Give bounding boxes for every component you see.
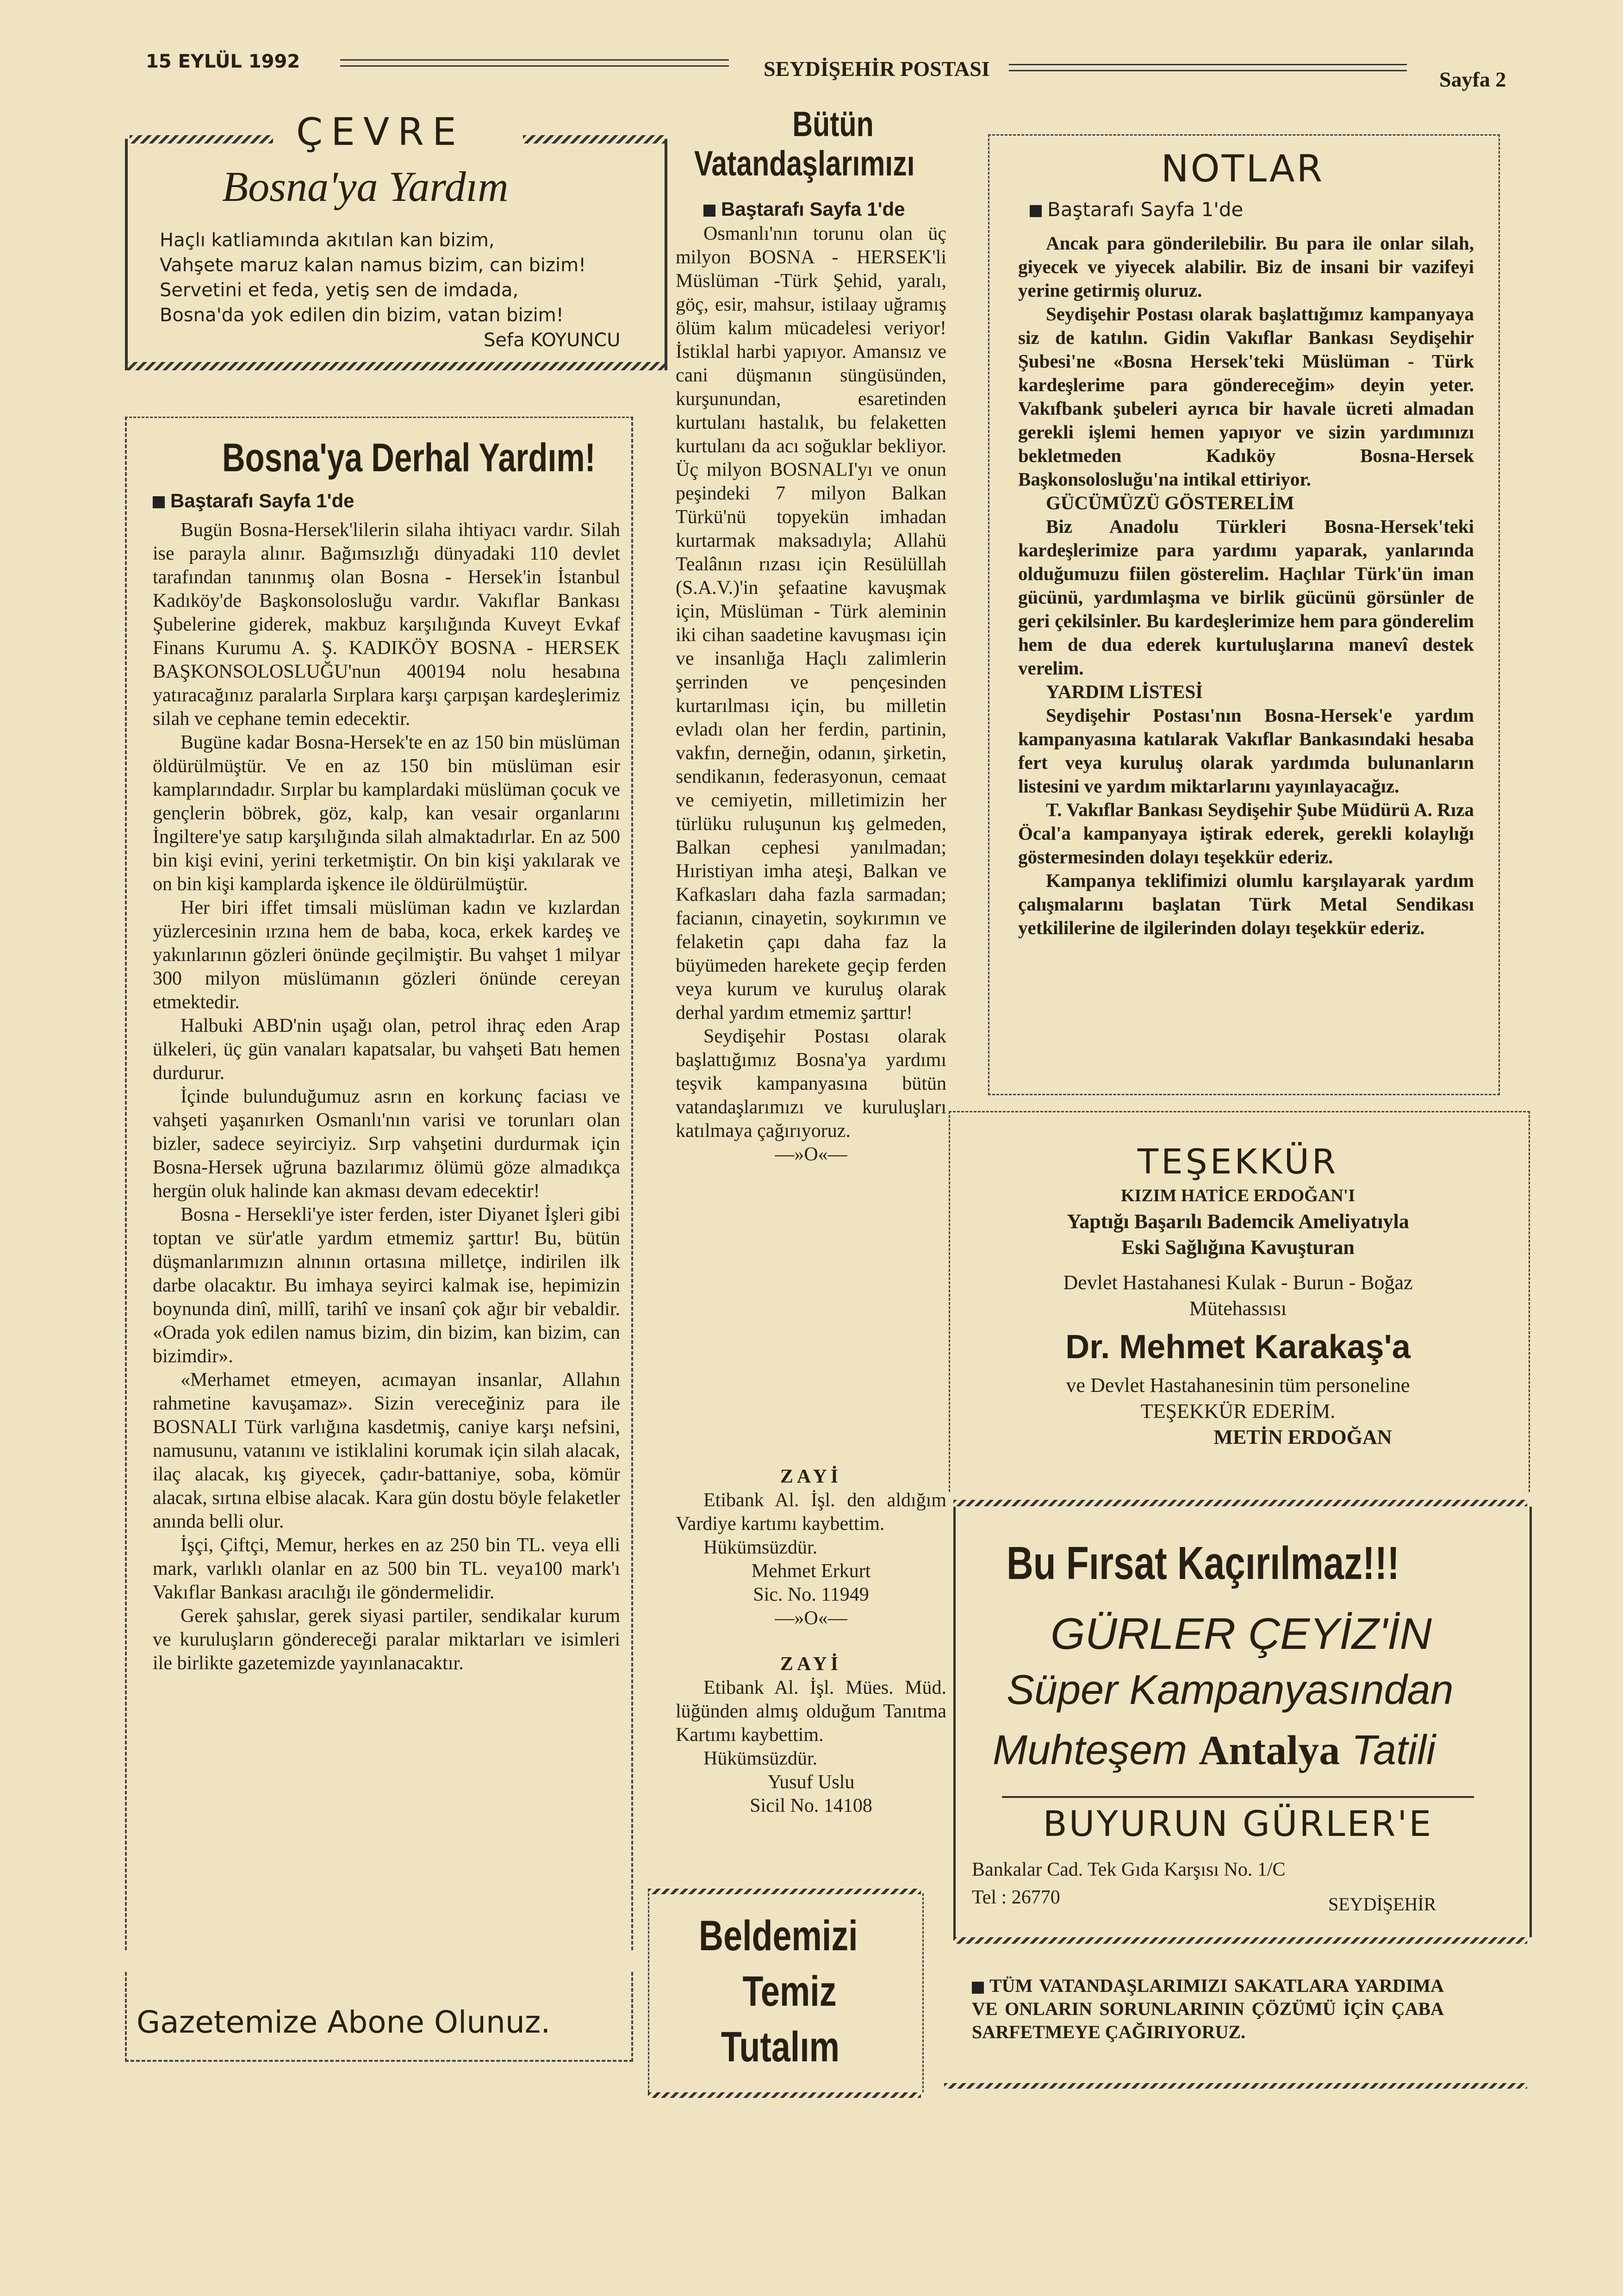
tesekkur-line: Devlet Hastahanesi Kulak - Burun - Boğaz [1063, 1271, 1413, 1294]
ad-line2-b: Antalya [1199, 1728, 1340, 1773]
tesekkur-line: KIZIM HATİCE ERDOĞAN'I [1120, 1186, 1356, 1205]
derhal-paragraph: Halbuki ABD'nin uşağı olan, petrol ihraç eden Arap ülkeleri, üç gün vanaları kapatsalar, bu vahşeti Batı hemen durdurur. [153, 1015, 620, 1084]
ad-bottom-border [953, 1937, 1527, 1944]
zayi2-sicil: Sicil No. 14108 [750, 1795, 872, 1816]
ad-line1: Süper Kampanyasından [1007, 1667, 1454, 1713]
abone-text: Gazetemize Abone Olunuz. [137, 2004, 551, 2040]
zayi1-status: Hükümsüzdür. [703, 1537, 818, 1558]
tesekkur-line: Mütehassısı [1189, 1297, 1287, 1320]
ad-cta: BUYURUN GÜRLER'E [1043, 1803, 1433, 1844]
notlar-kicker-text: Baştarafı Sayfa 1'de [1047, 198, 1244, 221]
notlar-paragraph: Seydişehir Postası'nın Bosna-Hersek'e yardım kampanyasına katılarak Vakıflar Bankasındaki hesaba fert veya kuruluş olarak yardımda bulunanların listesini ve yardım miktarlarını yayınlayacağız. [1018, 705, 1474, 797]
ad-line2-a: Muhteşem [993, 1727, 1188, 1773]
derhal-paragraph: Her biri iffet timsali müslüman kadın ve kızlardan yüzlercesinin ırzına hem de baba, koca, erkek kardeş ve yakınlarının gözleri önünde geçilmiştir. Bu vahşet 1 milyar 300 milyon müslümanın gözleri önünde cereyan etmektedir. [153, 897, 620, 1013]
bullet-icon [703, 205, 715, 217]
butun-title-1: Bütün [792, 105, 874, 144]
notlar-subheading: GÜCÜMÜZÜ GÖSTERELİM [1046, 492, 1294, 513]
ad-top-border [953, 1500, 1527, 1506]
notlar-paragraph: Seydişehir Postası olarak başlattığımız kampanyaya siz de katılın. Gidin Vakıflar Bankası Seydişehir Şubesi'ne «Bosna Hersek'teki Müslüman - Türk kardeşlerime para göndereceğim» deyin yeter. Vakıfbank şubeleri ayrıca bir havale ücreti almadan gerekli işlemi hemen yapıyor ve sizin yardımınızı bekletmeden Kadıköy Bosna-Hersek Başkonsolosluğu'na intikal ettiriyor. [1018, 303, 1474, 490]
notlar-paragraph: Ancak para gönderilebilir. Bu para ile onlar silah, giyecek ve yiyecek alabilir. Biz de insani bir vazifeyi yerine getirmiş oluruz. [1018, 232, 1474, 301]
notlar-title: NOTLAR [1161, 147, 1325, 190]
zayi2-title: ZAYİ [780, 1653, 842, 1675]
tesekkur-line: TEŞEKKÜR EDERİM. [1140, 1400, 1336, 1423]
bullet-icon [153, 496, 165, 508]
zayi1-title: ZAYİ [780, 1466, 842, 1487]
header-newspaper: SEYDİŞEHİR POSTASI [764, 57, 990, 81]
bullet-icon [972, 1982, 984, 1994]
tesekkur-line: ve Devlet Hastahanesinin tüm personeline [1066, 1374, 1410, 1397]
header-page: Sayfa 2 [1439, 68, 1506, 91]
cevre-author: Sefa KOYUNCU [484, 330, 621, 351]
header-rule-right [1009, 64, 1407, 71]
tesekkur-signer: METİN ERDOĞAN [1213, 1426, 1392, 1448]
header-date: 15 EYLÜL 1992 [146, 51, 300, 72]
tesekkur-content [972, 1141, 1504, 1450]
zayi1-separator: —»O«— [775, 1608, 847, 1629]
ad-city: SEYDİŞEHİR [1328, 1894, 1436, 1915]
butun-title-2: Vatandaşlarımızı [694, 144, 915, 183]
derhal-paragraph: Bosna - Hersekli'ye ister ferden, ister Diyanet İşleri gibi toptan ve sür'atle yardım etmemiz şarttır! Bu, bütün düşmanlarımızın alnının ortasına milletçe, indirilen ilk darbe olacaktır. Bu imhaya seyirci kalmak ise, hepimizin boynunda dinî, millî, tarihî ve insanî çok ağır bir vebaldir. «Orada yok edilen namus bizim, din bizim, kan bizim, can bizimdir». [153, 1204, 620, 1367]
derhal-paragraph: «Merhamet etmeyen, acımayan insanlar, Allahın rahmetine kavuşamaz». Sizin vereceğiniz para ile BOSNALI Türk varlığına kasdetmiş, caniye karşı nefsini, namusunu, vatanını ve istiklalini korumak için silah alacak, ilaç alacak, kış giyecek, çadır-battaniye, soba, kömür alacak, sırtına elbise alacak. Kara gün dostu böyle felaketler anında belli olur. [153, 1369, 620, 1532]
belde-line3: Tutalım [721, 2023, 840, 2071]
cagri [972, 1974, 1444, 2044]
butun-paragraph: Seydişehir Postası olarak başlattığımız Bosna'ya yardımı teşvik kampanyasına bütün vatandaşlarımızı ve kuruluşları katılmaya çağırıyoruz. [676, 1026, 946, 1142]
cagri-bottom-border [944, 2083, 1527, 2089]
cagri-text: TÜM VATANDAŞLARIMIZI SAKATLARA YARDIMA VE ONLARIN SORUNLARININ ÇÖZÜMÜ İÇİN ÇABA SARFETMEYE ÇAĞIRIYORUZ. [972, 1975, 1444, 2042]
ad-line2-c: Tatili [1351, 1727, 1436, 1773]
derhal-paragraph: Bugüne kadar Bosna-Hersek'te en az 150 bin müslüman öldürülmüştür. Ve en az 150 bin müslüman esir kamplarındadır. Sırplar bu kamplardaki müslüman çocuk ve gençlerin böbrek, göz, kalp, kan vesair organlarını İngiltere'ye satıp karşılığında silah almaktadırlar. En az 500 bin kişi evini, yerini terketmiştir. On bin kişi yakılarak ve on bin kişi kamplarda işkence ile öldürülmüştür. [153, 732, 620, 895]
derhal-title: Bosna'ya Derhal Yardım! [222, 436, 596, 480]
cevre-top-border-right [523, 135, 666, 144]
notlar-paragraph: Kampanya teklifimizi olumlu karşılayarak yardım çalışmalarını başlatan Türk Metal Sendikası yetkililerine de ilgilerinden dolayı teşekkür ederiz. [1018, 870, 1474, 938]
notlar-subheading: YARDIM LİSTESİ [1046, 681, 1203, 702]
zayi1-text: Etibank Al. İşl. den aldığım Vardiye kartımı kaybettim. [676, 1490, 946, 1535]
butun-kicker [703, 198, 905, 220]
tesekkur-line: Yaptığı Başarılı Bademcik Ameliyatıyla [1067, 1210, 1409, 1233]
butun-separator: —»O«— [775, 1144, 847, 1165]
derhal-paragraph: Gerek şahıslar, gerek siyasi partiler, sendikalar kurum ve kuruluşların göndereceği paralar miktarları ve isimleri ile birlikte gazetemizde yayınlanacaktır. [153, 1605, 620, 1674]
zayi2-text: Etibank Al. İşl. Mües. Müd. lüğünden almış olduğum Tanıtma Kartımı kaybettim. [676, 1677, 946, 1746]
derhal-paragraph: İşçi, Çiftçi, Memur, herkes en az 250 bin TL. veya elli mark, varlıklı olanlar en az 500 bin TL. veya100 mark'ı Vakıflar Bankası aracılığı ile göndermelidir. [153, 1535, 620, 1603]
belde-line2: Temiz [742, 1968, 837, 2015]
header-rule-left [340, 59, 729, 67]
ad-address: Bankalar Cad. Tek Gıda Karşısı No. 1/C [972, 1859, 1286, 1880]
butun-body [676, 222, 946, 1167]
belde-line1: Beldemizi [699, 1912, 858, 1959]
zayi1-box [676, 1465, 946, 1630]
cevre-line: Vahşete maruz kalan namus bizim, can bizim! [160, 255, 586, 276]
cevre-title: Bosna'ya Yardım [222, 163, 509, 210]
tesekkur-line: Eski Sağlığına Kavuşturan [1121, 1236, 1355, 1259]
bullet-icon [1030, 205, 1042, 217]
derhal-paragraph: Bugün Bosna-Hersek'lilerin silaha ihtiyacı vardır. Silah ise parayla alınır. Bağımsızlığı dünyadaki 110 devlet tarafından tanınmış olan Bosna - Hersek'in İstanbul Kadıköy'de Başkonsolosluğu vardır. Vakıflar Bankası Şubelerine giderek, makbuz karşılığında Kuveyt Evkaf Finans Kurumu A. Ş. KADIKÖY BOSNA - HERSEK BAŞKONSOLOSLUĞU'nun 400194 nolu hesabına yatıracağınız paralarla Sırplara karşı çarpışan kardeşlerimiz silah ve cephane temin edecektir. [153, 519, 620, 730]
derhal-kicker [153, 490, 354, 512]
notlar-body [1018, 231, 1474, 940]
butun-paragraph: Osmanlı'nın torunu olan üç milyon BOSNA - HERSEK'li Müslüman -Türk Şehid, yaralı, göç, esir, mahsur, istilaay uğramış ölüm kalım mücadelesi veriyor! İstiklal harbi yapıyor. Amansız ve cani düşmanın süngüsünden, kurşunundan, esaretinden kurtulanı hastalık, bu felaketten kurtulanı da acı soğuklar bekliyor. Üç milyon BOSNALI'yı ve onun peşindeki 7 milyon Balkan Türkü'nü topyekün imhadan kurtarmak maksadıyla; Allahü Tealânın rızası için Resülüllah (S.A.V.)'in şefaatine kavuşmak için, Müslüman - Türk aleminin iki cihan saadetine kavuşması için ve insanlığa Haçlı zalimlerin şerrinden ve pençesinden kurtarılması için, bu milletin evladı olan her ferdin, partinin, vakfın, derneğin, odanın, şirketin, sendikanın, federasyonun, cemaat ve cemiyetin, milletimizin her türlüku ruluşunun kış gelmeden, Balkan cephesi yanılmadan; Hıristiyan imha ateşi, Balkan ve Kafkasları daha fazla sarmadan; facianın, cinayetin, soykırımın ve felaketin çapı daha faz la büyümeden harekete geçip ferden veya kurum ve kuruluş olarak derhal yardım etmemiz şarttır! [676, 223, 946, 1023]
cevre-line: Haçlı katliamında akıtılan kan bizim, [160, 230, 495, 251]
ad-headline: Bu Fırsat Kaçırılmaz!!! [1007, 1537, 1400, 1589]
zayi2-name: Yusuf Uslu [767, 1772, 855, 1793]
cevre-line: Servetini et feda, yetiş sen de imdada, [160, 280, 519, 301]
derhal-body [153, 518, 620, 1675]
ad-tel: Tel : 26770 [972, 1887, 1060, 1908]
cevre-bottom-border [125, 362, 666, 370]
derhal-paragraph: İçinde bulunduğumuz asrın en korkunç faciası ve vahşeti yaşanırken Osmanlı'nın varisi ve torunları olan bizler, sadece seyirciyiz. Sırp vahşetini durdurmak için Bosna-Hersek uğruna bazılarımız ölümü göze almadıkça hergün oluk halinde kan akması devam edecektir! [153, 1086, 620, 1202]
notlar-kicker [1030, 198, 1243, 221]
cevre-section-label: ÇEVRE [296, 110, 465, 154]
notlar-paragraph: Biz Anadolu Türkleri Bosna-Hersek'teki kardeşlerimize para yardımı yaparak, yanlarında olduğumuzu fiilen gösterelim. Haçlılar Türk'ün iman gücünü, yardımlaşma ve birlik gücünü görsünler de geri çekilsinler. Bu kardeşlerimize hem para gönderelim hem de dua ederek kurtuluşlarına manevî destek verelim. [1018, 516, 1474, 679]
notlar-paragraph: T. Vakıflar Bankası Seydişehir Şube Müdürü A. Rıza Öcal'a kampanyaya iştirak ederek, gerekli kolaylığı göstermesinden dolayı teşekkür ederiz. [1018, 799, 1474, 867]
cevre-line: Bosna'da yok edilen din bizim, vatan bizim! [160, 305, 564, 326]
zayi1-name: Mehmet Erkurt [751, 1560, 871, 1582]
ad-line2 [993, 1727, 1436, 1774]
butun-kicker-text: Baştarafı Sayfa 1'de [721, 198, 905, 220]
tesekkur-doctor: Dr. Mehmet Karakaş'a [1065, 1329, 1411, 1366]
zayi2-box [676, 1653, 946, 1818]
tesekkur-title: TEŞEKKÜR [1137, 1142, 1339, 1182]
belde-bottom-border [648, 2092, 921, 2098]
zayi1-sicil: Sic. No. 11949 [753, 1584, 869, 1605]
ad-brand: GÜRLER ÇEYİZ'İN [1051, 1609, 1432, 1659]
derhal-kicker-text: Baştarafı Sayfa 1'de [170, 490, 354, 512]
zayi2-status: Hükümsüzdür. [703, 1748, 818, 1769]
cevre-top-border-left [130, 135, 273, 144]
cevre-poem [160, 228, 641, 328]
